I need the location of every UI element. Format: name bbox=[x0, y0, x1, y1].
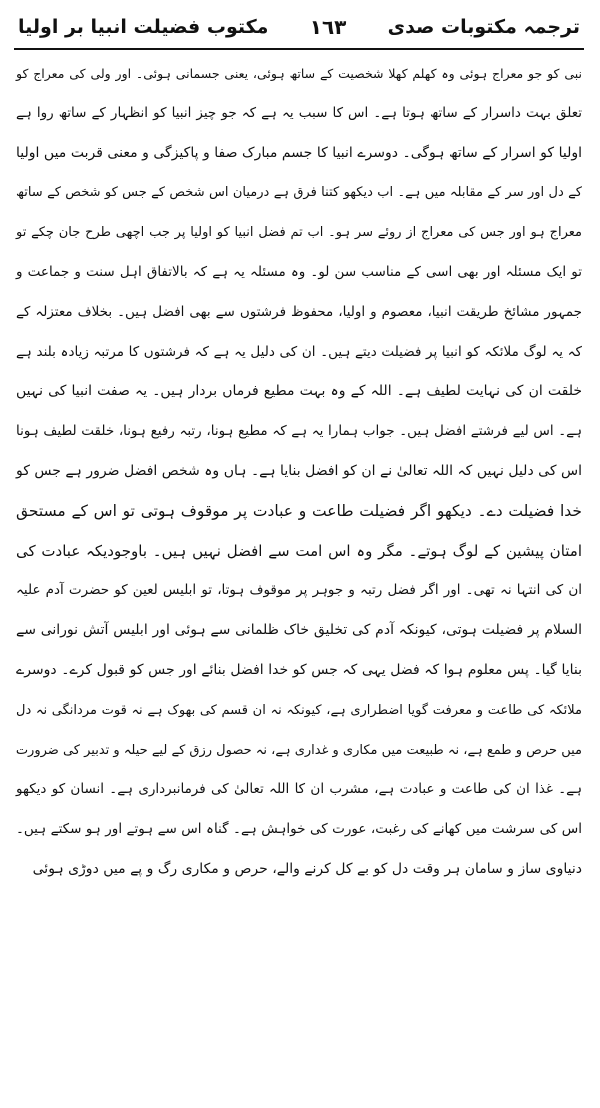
text-line: تو ایک مسئلہ اور بھی اسی کے مناسب سن لو۔ وہ مسئلہ یہ ہے کہ بالاتفاق اہل سنت و جماعت و bbox=[16, 263, 582, 280]
text-line: خلقت ان کی نہایت لطیف ہے۔ اللہ کے وہ بہت مطیع فرماں بردار ہیں۔ یہ صفت انبیا کی نہیں bbox=[16, 383, 582, 400]
page-number: ۱٦۳ bbox=[309, 15, 347, 39]
text-line: امتان پیشین کے لوگ ہوتے۔ مگر وہ اس امت سے افضل نہیں ہیں۔ باوجودیکہ عبادت کی bbox=[16, 541, 582, 560]
text-line: ملائکہ کی طاعت و معرفت گویا اضطراری ہے، کیونکہ نہ ان قسم کی بھوک ہے نہ قوت مردانگی نہ دل bbox=[16, 702, 582, 718]
text-line: ان کی انتہا نہ تھی۔ اور اگر فضل رتبہ و جوہر پر موقوف ہوتا، تو ابلیس لعین کو حضرت آدم علیہ bbox=[16, 582, 582, 599]
text-line: بنایا گیا۔ پس معلوم ہوا کہ فضل یہی کہ جس کو خدا افضل بنائے اور جس کو قبول کرے۔ دوسرے bbox=[16, 661, 582, 678]
text-line: خدا فضیلت دے۔ دیکھو اگر فضیلت طاعت و عبادت پر موقوف ہوتی تو اس کے مستحق bbox=[16, 501, 582, 520]
running-title-left: مکتوب فضیلت انبیا بر اولیا bbox=[18, 16, 269, 38]
text-line: میں حرص و طمع ہے، نہ طبیعت میں مکاری و غداری ہے، نہ حصول رزق کے لیے حیلہ و تدبیر کی ضرورت bbox=[15, 742, 582, 758]
text-line: اولیا کو اسرار کے ساتھ ہوگی۔ دوسرے انبیا کا جسم مبارک صفا و پاکیزگی و معنی قربت میں اولیا bbox=[16, 144, 582, 161]
text-line: اس کی دلیل نہیں کہ اللہ تعالیٰ نے ان کو افضل بنایا ہے۔ ہاں وہ شخص افضل ضرور ہے جس کو bbox=[16, 462, 582, 479]
text-line: جمہور مشائخ طریقت انبیا، معصوم و اولیا، محفوظ فرشتوں سے بھی افضل ہیں۔ بخلاف معتزلہ کے bbox=[16, 303, 582, 320]
running-title-right: ترجمہ مکتوبات صدی bbox=[387, 16, 580, 38]
text-line: ہے۔ اس لیے فرشتے افضل ہیں۔ جواب ہمارا یہ ہے کہ مطیع ہونا، رتبہ رفیع ہونا، خلقت لطیف ہونا bbox=[16, 423, 582, 440]
page-text bbox=[12, 54, 586, 890]
page-header bbox=[12, 6, 586, 48]
text-line: دنیاوی ساز و سامان ہر وقت دل کو بے کل کرنے والے، حرص و مکاری رگ و پے میں دوڑی ہوئی bbox=[32, 860, 582, 877]
text-line: تعلق بہت داسرار کے ساتھ ہوتا ہے۔ اس کا سبب یہ ہے کہ جو چیز انبیا کو انظہار کے ساتھ روا ہے bbox=[16, 104, 582, 121]
text-line: معراج ہو اور جس کی معراج از روئے سر ہو۔ اب تم فضل انبیا کو اولیا پر جب اچھی طرح جان چکے تو bbox=[16, 225, 582, 241]
text-line: السلام پر فضیلت ہوتی، کیونکہ آدم کی تخلیق خاک ظلمانی سے ہوئی اور ابلیس آتش نورانی سے bbox=[16, 622, 582, 639]
header-rule bbox=[14, 48, 584, 50]
text-line: کے دل اور سر کے مقابلہ میں ہے۔ اب دیکھو کتنا فرق ہے درمیان اس شخص کے جس کو شخص کے ساتھ bbox=[16, 185, 582, 201]
text-line: ہے۔ غذا ان کی طاعت و عبادت ہے، مشرب ان کا اللہ تعالیٰ کی فرمانبرداری ہے۔ انسان کو دیکھو bbox=[16, 781, 582, 798]
text-line: نبی کو جو معراج ہوئی وہ کھلم کھلا شخصیت کے ساتھ ہوئی، یعنی جسمانی ہوئی۔ اور ولی کی معراج کو bbox=[16, 66, 582, 81]
text-line: اس کی سرشت میں کھانے کی رغبت، عورت کی خواہش ہے۔ گناہ اس سے ہوتے اور ہو سکتے ہیں۔ bbox=[16, 821, 582, 838]
text-line: کہ یہ لوگ ملائکہ کو انبیا پر فضیلت دیتے ہیں۔ ان کی دلیل یہ ہے کہ فرشتوں کا مرتبہ زیادہ بلند ہے bbox=[16, 343, 582, 360]
